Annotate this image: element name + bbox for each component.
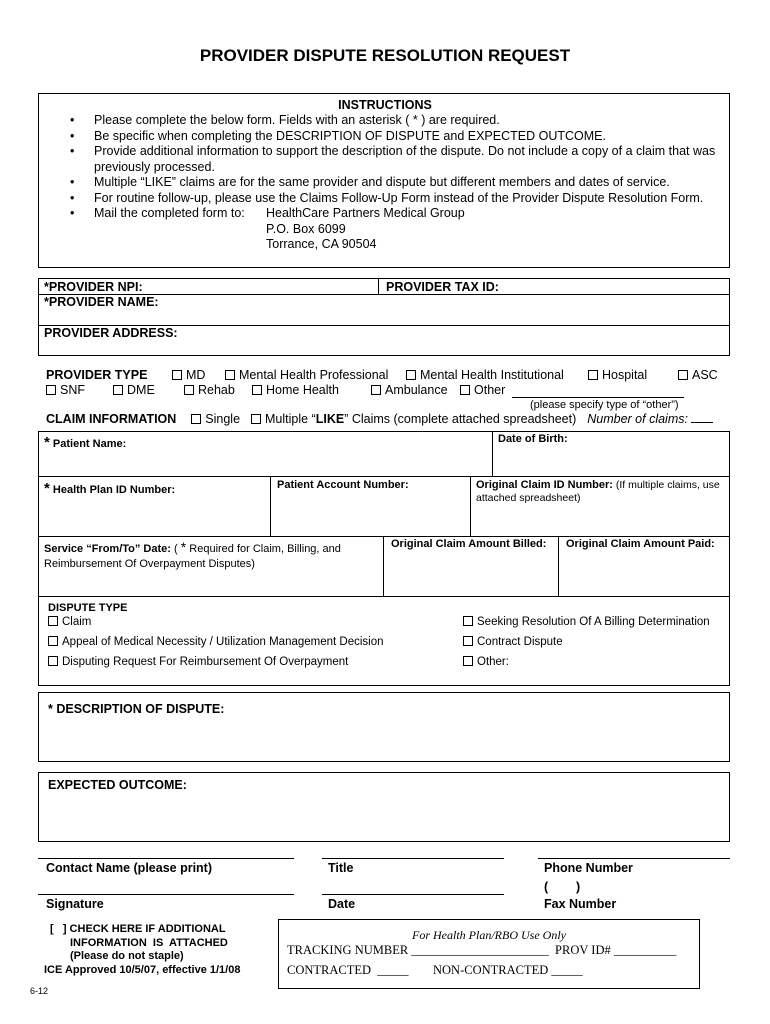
checkbox[interactable]	[463, 616, 473, 626]
original-claim-id-field[interactable]: Original Claim ID Number: (If multiple claims, use attached spreadsheet)	[476, 479, 720, 504]
provider-type-mental-health-professional[interactable]: Mental Health Professional	[225, 368, 388, 382]
title-label: Title	[328, 861, 354, 875]
additional-info-checkbox[interactable]: [ ] CHECK HERE IF ADDITIONAL	[50, 923, 226, 935]
provider-name-field[interactable]: *PROVIDER NAME:	[44, 295, 159, 309]
ice-approval: ICE Approved 10/5/07, effective 1/1/08	[44, 964, 241, 976]
amount-paid-field[interactable]: Original Claim Amount Paid:	[566, 538, 715, 550]
checkbox[interactable]	[225, 370, 235, 380]
claim-info-label: CLAIM INFORMATION	[46, 412, 177, 426]
expected-outcome-label: EXPECTED OUTCOME:	[48, 778, 187, 792]
checkbox[interactable]	[46, 385, 56, 395]
dispute-contract-option[interactable]: Contract Dispute	[463, 636, 563, 648]
contracted-field[interactable]: CONTRACTED _____	[287, 963, 409, 977]
additional-info-line: INFORMATION IS ATTACHED	[70, 937, 228, 949]
other-type-line[interactable]	[512, 397, 684, 398]
checkbox[interactable]	[678, 370, 688, 380]
divider	[270, 476, 271, 536]
description-label: * DESCRIPTION OF DISPUTE:	[48, 702, 225, 716]
checkbox[interactable]	[463, 636, 473, 646]
provider-type-rehab[interactable]: Rehab	[184, 383, 235, 397]
checkbox[interactable]	[184, 385, 194, 395]
patient-name-field[interactable]: * Patient Name:	[44, 434, 127, 451]
contact-name-line[interactable]	[38, 858, 294, 859]
service-dates-field[interactable]: Service “From/To” Date: ( * Required for Claim, Billing, and Reimbursement Of Overpayment Disputes)	[44, 539, 341, 570]
provider-type-home-health[interactable]: Home Health	[252, 383, 339, 397]
claim-single-option[interactable]: Single	[191, 412, 240, 426]
contact-name-label: Contact Name (please print)	[46, 861, 213, 875]
divider	[38, 596, 730, 597]
instruction-item: • Be specific when completing the DESCRIPTION OF DISPUTE and EXPECTED OUTCOME.	[70, 129, 720, 145]
checkbox[interactable]	[251, 414, 261, 424]
form-revision: 6-12	[30, 986, 49, 996]
dispute-type-label: DISPUTE TYPE	[48, 602, 128, 614]
tracking-number-field[interactable]: TRACKING NUMBER ______________________ PROV ID# __________	[287, 943, 677, 957]
checkbox[interactable]	[48, 636, 58, 646]
provider-type-other[interactable]: Other	[460, 383, 505, 397]
patient-account-number-field[interactable]: Patient Account Number:	[277, 479, 409, 491]
instruction-item: • Please complete the below form. Fields with an asterisk ( * ) are required.	[70, 113, 720, 129]
date-of-birth-field[interactable]: Date of Birth:	[498, 433, 568, 445]
checkbox[interactable]	[48, 656, 58, 666]
provider-type-mental-health-institutional[interactable]: Mental Health Institutional	[406, 368, 564, 382]
dispute-claim-option[interactable]: Claim	[48, 616, 91, 628]
date-label: Date	[328, 897, 356, 911]
form-title: PROVIDER DISPUTE RESOLUTION REQUEST	[199, 46, 571, 65]
provider-type-ambulance[interactable]: Ambulance	[371, 383, 448, 397]
checkbox[interactable]	[172, 370, 182, 380]
checkbox[interactable]	[406, 370, 416, 380]
mail-address-line: Torrance, CA 90504	[266, 237, 377, 251]
provider-npi-field[interactable]: *PROVIDER NPI:	[44, 280, 143, 294]
instructions-heading: INSTRUCTIONS	[338, 98, 432, 112]
divider	[492, 431, 493, 476]
health-plan-id-field[interactable]: * Health Plan ID Number:	[44, 480, 176, 497]
divider	[38, 476, 730, 477]
divider	[558, 536, 559, 596]
provider-type-md[interactable]: MD	[172, 368, 205, 382]
plan-use-heading: For Health Plan/RBO Use Only	[412, 928, 566, 942]
mail-label: Mail the completed form to:	[94, 206, 245, 220]
number-of-claims-label: Number of claims:	[587, 412, 688, 426]
instruction-item: • Multiple “LIKE” claims are for the same provider and dispute but different members and dates of service.	[70, 175, 720, 191]
divider	[378, 278, 379, 294]
dispute-other-option[interactable]: Other:	[463, 656, 509, 668]
divider	[470, 476, 471, 536]
other-type-note: (please specify type of “other”)	[530, 399, 679, 411]
non-contracted-field[interactable]: NON-CONTRACTED _____	[433, 963, 583, 977]
checkbox[interactable]	[48, 616, 58, 626]
provider-address-field[interactable]: PROVIDER ADDRESS:	[44, 326, 178, 340]
mail-address-line: HealthCare Partners Medical Group	[266, 206, 465, 220]
claim-multiple-option[interactable]: Multiple “LIKE” Claims (complete attached spreadsheet)	[251, 412, 576, 426]
checkbox[interactable]	[463, 656, 473, 666]
fax-label: Fax Number	[544, 897, 617, 911]
number-of-claims-field[interactable]	[691, 422, 713, 423]
checkbox[interactable]	[460, 385, 470, 395]
provider-type-hospital[interactable]: Hospital	[588, 368, 647, 382]
instruction-item-mail	[70, 206, 720, 253]
signature-line[interactable]	[38, 894, 294, 895]
mail-address-line: P.O. Box 6099	[266, 221, 346, 236]
amount-billed-field[interactable]: Original Claim Amount Billed:	[391, 538, 547, 550]
date-line[interactable]	[322, 894, 504, 895]
divider	[38, 536, 730, 537]
provider-type-snf[interactable]: SNF	[46, 383, 85, 397]
signature-label: Signature	[46, 897, 104, 911]
phone-area-code[interactable]: ( )	[544, 880, 581, 894]
provider-tax-id-field[interactable]: PROVIDER TAX ID:	[386, 280, 499, 294]
checkbox[interactable]	[191, 414, 201, 424]
divider	[383, 536, 384, 596]
checkbox[interactable]	[588, 370, 598, 380]
claim-info-row	[46, 412, 713, 426]
no-staple-note: (Please do not staple)	[70, 950, 184, 962]
provider-type-dme[interactable]: DME	[113, 383, 155, 397]
provider-type-asc[interactable]: ASC	[678, 368, 718, 382]
instruction-item: • For routine follow-up, please use the Claims Follow-Up Form instead of the Provider Dispute Resolution Form.	[70, 191, 720, 207]
title-line[interactable]	[322, 858, 504, 859]
checkbox[interactable]	[113, 385, 123, 395]
instructions-list	[70, 113, 720, 253]
phone-line[interactable]	[538, 858, 730, 859]
dispute-overpayment-option[interactable]: Disputing Request For Reimbursement Of Overpayment	[48, 656, 348, 668]
mail-address	[266, 206, 465, 253]
checkbox[interactable]	[252, 385, 262, 395]
provider-type-label: PROVIDER TYPE	[46, 368, 148, 382]
phone-label: Phone Number	[544, 861, 633, 875]
dispute-billing-option[interactable]: Seeking Resolution Of A Billing Determination	[463, 616, 710, 628]
dispute-appeal-option[interactable]: Appeal of Medical Necessity / Utilization Management Decision	[48, 636, 384, 648]
instruction-item: • Provide additional information to support the description of the dispute. Do not include a copy of a claim that was previously processed.	[70, 144, 720, 175]
checkbox[interactable]	[371, 385, 381, 395]
